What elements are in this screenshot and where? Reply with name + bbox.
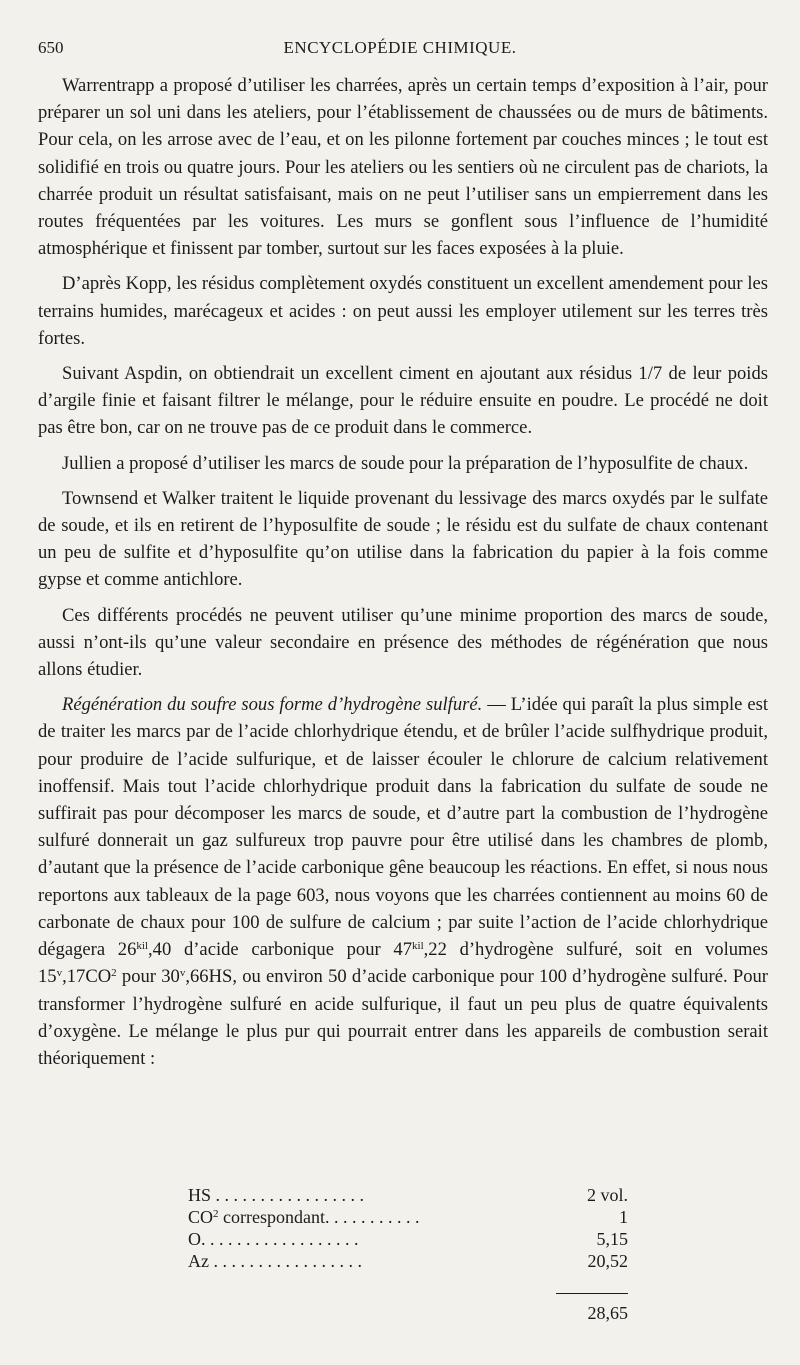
composition-label: HS . . . . . . . . . . . . . . . . . xyxy=(188,1185,365,1205)
composition-label: Az . . . . . . . . . . . . . . . . . xyxy=(188,1251,362,1271)
paragraph-regeneration xyxy=(38,691,768,1072)
paragraph-procedes: Ces différents procédés ne peuvent utiliser qu’une minime proportion des marcs de soude, aussi n’ont-ils qu’une valeur secondaire en présence des méthodes de régénération que nous allons étudier. xyxy=(38,604,768,681)
composition-row xyxy=(188,1251,628,1273)
composition-value: 2 vol. xyxy=(586,1185,628,1205)
text-run: ,22 d’hydrogène sulfuré, soit en volumes 15 xyxy=(38,939,769,988)
composition-value: 5,15 xyxy=(596,1229,628,1249)
composition-label: O. . . . . . . . . . . . . . . . . . xyxy=(188,1229,359,1249)
text-run: pour 30 xyxy=(116,966,180,988)
composition-total: 28,65 xyxy=(587,1303,628,1323)
text-run: ,66HS, ou environ 50 d’acide carbonique pour 100 d’hydrogène sulfuré. Pour transformer l’hydrogène sulfuré en acide sulfurique, il faut un peu plus de quatre équivalents d’oxygène. Le mélange le plus pur qui pourrait entrer dans les appareils de combustion serait théoriquement : xyxy=(38,966,768,1069)
text-run: ,40 d’acide carbonique pour 47 xyxy=(148,939,413,961)
page-header xyxy=(38,38,762,62)
paragraph-aspdin: Suivant Aspdin, on obtiendrait un excellent ciment en ajoutant aux résidus 1/7 de leur poids d’argile finie et faisant filtrer le mélange, pour le réduire ensuite en poudre. Le procédé ne doit pas être bon, car on ne trouve pas de ce produit dans le commerce. xyxy=(38,363,768,439)
superscript: 2 xyxy=(213,1208,219,1220)
composition-label xyxy=(188,1207,419,1228)
superscript: v xyxy=(179,967,186,980)
sum-rule xyxy=(556,1293,628,1294)
page-number: 650 xyxy=(38,38,64,57)
composition-row xyxy=(188,1185,628,1207)
superscript: v xyxy=(56,967,63,980)
paragraph-kopp: D’après Kopp, les résidus complètement oxydés constituent un excellent amendement pour les terrains humides, marécageux et acides : on peut aussi les employer utilement sur les terres très fortes. xyxy=(38,273,768,349)
paragraph-jullien: Jullien a proposé d’utiliser les marcs de soude pour la préparation de l’hyposulfite de chaux. xyxy=(62,452,749,474)
running-title: ENCYCLOPÉDIE CHIMIQUE. xyxy=(283,38,517,57)
composition-value: 20,52 xyxy=(587,1251,628,1271)
composition-table xyxy=(188,1185,628,1273)
composition-row xyxy=(188,1229,628,1251)
paragraph-townsend-walker: Townsend et Walker traitent le liquide provenant du lessivage des marcs oxydés par le sulfate de soude, et ils en retirent de l’hyposulfite de soude ; le résidu est du sulfate de chaux contenant un peu de sulfite et d’hyposulfite qu’on utilise dans la fabrication du papier à la fois comme gypse et comme antichlore. xyxy=(38,487,768,591)
superscript: kil xyxy=(412,940,424,953)
superscript: kil xyxy=(136,940,149,953)
composition-value: 1 xyxy=(619,1207,628,1227)
formula-text: CO xyxy=(188,1207,214,1227)
formula-text: correspondant. . . . . . . . . . . xyxy=(218,1207,420,1227)
composition-row xyxy=(188,1207,628,1229)
text-run: — L’idée qui paraît la plus simple est de traiter les marcs par de l’acide chlorhydrique étendu, et de brûler l’acide sulfhydrique produit, pour produire de l’acide sulfurique, et de laisser écouler le chlorure de calcium relativement inoffensif. Mais tout l’acide chlorhydrique produit dans la fabrication du sulfate de soude ne suffirait pas pour décomposer les marcs de soude, et d’autre part la combustion de l’hydrogène sulfuré donnerait un gaz sulfureux trop pauvre pour être utilisé dans les chambres de plomb, d’autant que la présence de l’acide carbonique gêne beaucoup les réactions. En effet, si nous nous reportons aux tableaux de la page 603, nous voyons que les charrées contiennent au moins 60 de carbonate de chaux pour 100 de sulfure de calcium ; par suite l’action de l’acide chlorhydrique dégagera 26 xyxy=(38,694,769,961)
section-heading: Régénération du soufre sous forme d’hydrogène sulfuré. xyxy=(62,694,483,716)
text-run: ,17CO xyxy=(62,966,112,988)
paragraph-warrentrapp: Warrentrapp a proposé d’utiliser les charrées, après un certain temps d’exposition à l’air, pour préparer un sol uni dans les ateliers, pour l’établissement de chaussées ou de murs de bâtiments. Pour cela, on les arrose avec de l’eau, et on les pilonne fortement par couches minces ; le tout est solidifié en trois ou quatre jours. Pour les ateliers ou les sentiers où ne circulent pas de chariots, la charrée produit un résultat satisfaisant, mais on ne peut l’utiliser sans un empierrement dans les routes fréquentées par les voitures. Les murs se gonflent sous l’influence de l’humidité atmosphérique et finissent par tomber, surtout sur les faces exposées à la pluie. xyxy=(38,75,768,260)
body-text xyxy=(38,72,768,1072)
superscript: 2 xyxy=(111,967,117,980)
